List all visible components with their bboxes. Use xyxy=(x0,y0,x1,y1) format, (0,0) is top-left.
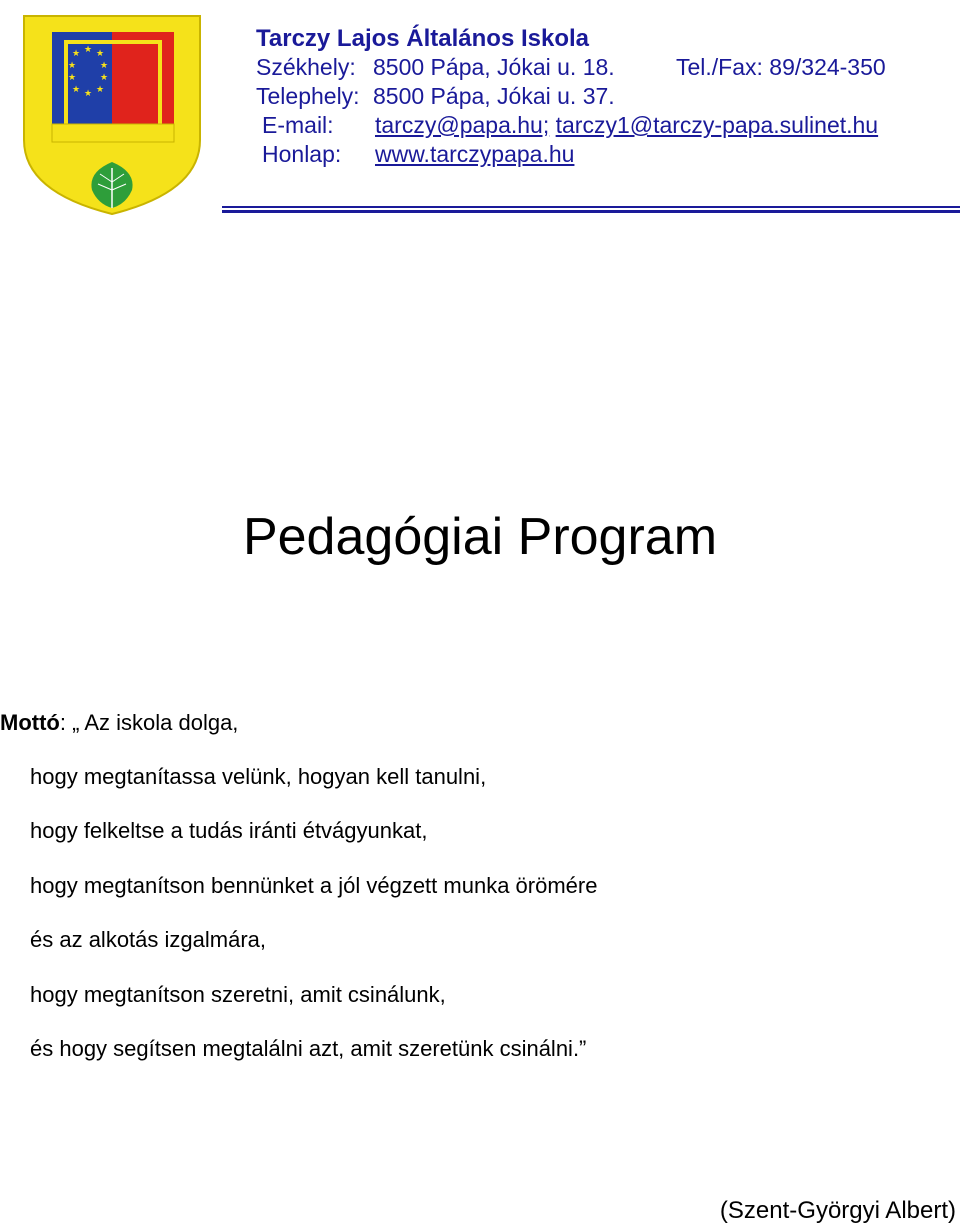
star-icon: ★ xyxy=(67,73,77,83)
email-label: E-mail: xyxy=(262,112,334,138)
website-link[interactable]: www.tarczypapa.hu xyxy=(375,141,575,167)
star-icon: ★ xyxy=(95,49,105,59)
star-icon: ★ xyxy=(67,61,77,71)
email-link-2[interactable]: tarczy1@tarczy-papa.sulinet.hu xyxy=(555,112,879,138)
site-label: Telephely: xyxy=(256,83,360,109)
web-label: Honlap: xyxy=(262,141,342,167)
crest-book-base xyxy=(52,124,174,142)
motto-line: hogy megtanítson bennünket a jól végzett munka örömére xyxy=(30,873,598,898)
motto-line: és hogy segítsen megtalálni azt, amit szeretünk csinálni.” xyxy=(30,1036,587,1061)
seat-address: 8500 Pápa, Jókai u. 18. xyxy=(373,54,615,80)
motto-line: hogy megtanítson szeretni, amit csinálunk, xyxy=(30,982,446,1007)
letterhead xyxy=(256,24,960,169)
email-line xyxy=(256,111,960,140)
motto-label: Mottó xyxy=(0,710,60,735)
star-icon: ★ xyxy=(95,85,105,95)
motto-line: és az alkotás izgalmára, xyxy=(30,927,266,952)
seat-line xyxy=(256,53,960,82)
motto-line: hogy felkeltse a tudás iránti étvágyunkat, xyxy=(30,818,428,843)
school-crest-logo xyxy=(18,12,206,217)
star-icon: ★ xyxy=(83,45,93,55)
tel-fax: Tel./Fax: 89/324-350 xyxy=(676,54,886,80)
motto-heading xyxy=(0,705,238,741)
header-divider-thin xyxy=(222,206,960,208)
header-divider-thick xyxy=(222,210,960,213)
seat-label: Székhely: xyxy=(256,54,356,80)
document-title: Pedagógiai Program xyxy=(242,508,718,566)
star-icon: ★ xyxy=(71,85,81,95)
motto-author: (Szent-Györgyi Albert) xyxy=(719,1197,956,1224)
school-name: Tarczy Lajos Általános Iskola xyxy=(256,25,590,52)
star-icon: ★ xyxy=(99,73,109,83)
web-line xyxy=(256,140,960,169)
star-icon: ★ xyxy=(71,49,81,59)
site-line xyxy=(256,82,960,111)
email-link-1[interactable]: tarczy@papa.hu; xyxy=(375,112,550,138)
motto-opening: „ Az iskola dolga, xyxy=(72,710,239,735)
site-address: 8500 Pápa, Jókai u. 37. xyxy=(373,83,615,109)
star-icon: ★ xyxy=(83,89,93,99)
motto-line: hogy megtanítassa velünk, hogyan kell tanulni, xyxy=(30,764,487,789)
motto-colon: : xyxy=(59,710,66,735)
star-icon: ★ xyxy=(99,61,109,71)
